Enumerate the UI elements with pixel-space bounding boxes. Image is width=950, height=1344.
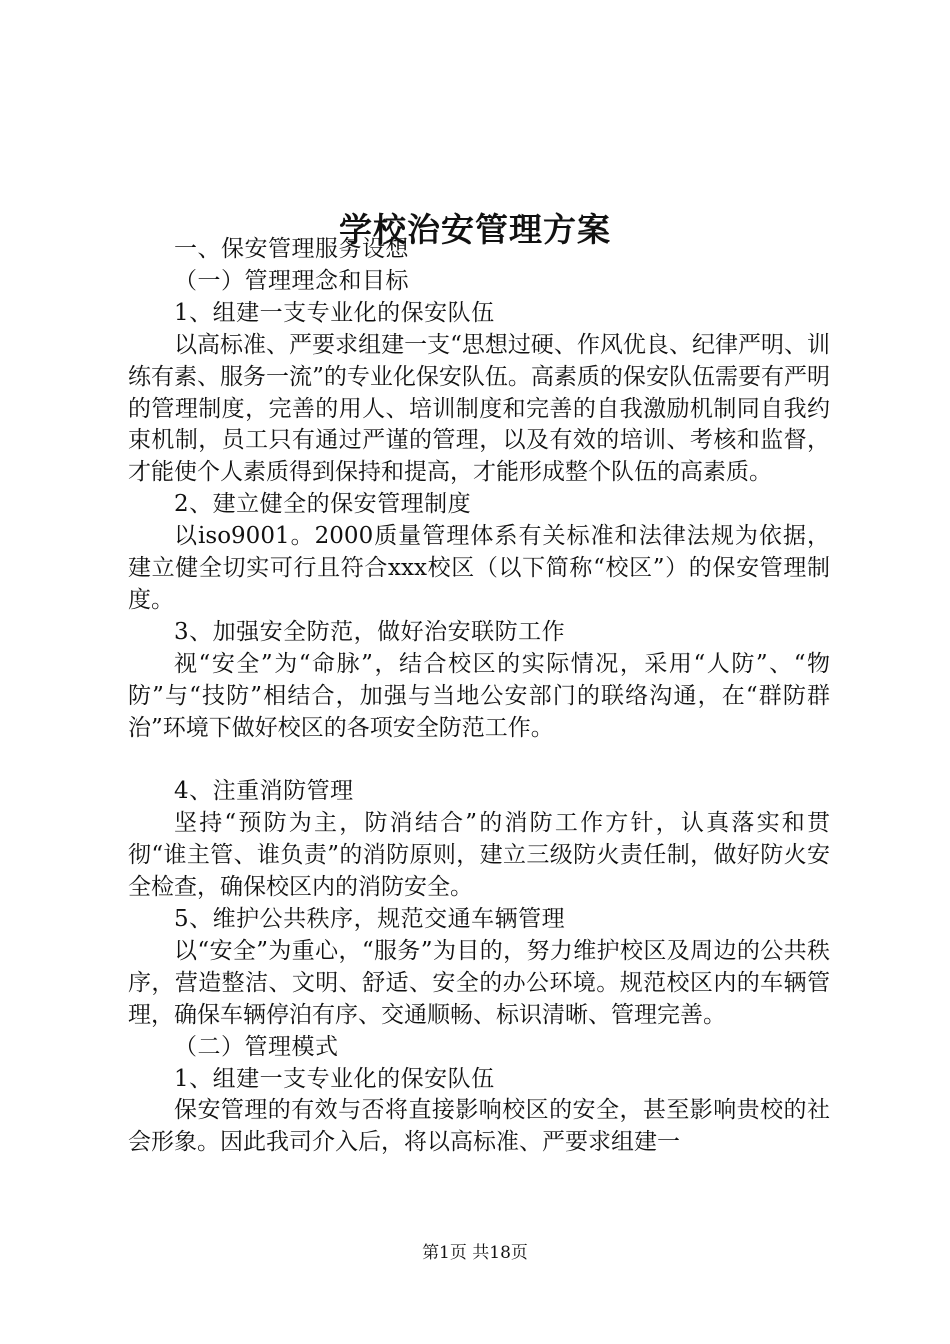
item-heading: 4、注重消防管理 [174, 778, 354, 805]
body-paragraph: 坚持“预防为主，防消结合”的消防工作方针，认真落实和贯彻“谁主管、谁负责”的消防原则，建立三级防火责任制，做好防火安全检查，确保校区内的消防安全。 [128, 810, 830, 901]
body-paragraph: 以iso9001。2000质量管理体系有关标准和法律法规为依据，建立健全切实可行且符合xxx校区（以下简称“校区”）的保安管理制度。 [128, 523, 830, 613]
document-body [128, 234, 830, 1159]
page-footer: 第1页 共18页 [422, 1243, 528, 1263]
item-heading: 1、组建一支专业化的保安队伍 [174, 299, 495, 326]
subsection-heading: （一）管理理念和目标 [174, 267, 409, 294]
body-paragraph: 视“安全”为“命脉”，结合校区的实际情况，采用“人防”、“物防”与“技防”相结合，加强与当地公安部门的联络沟通，在“群防群治”环境下做好校区的各项安全防范工作。 [128, 650, 830, 741]
document-title: 学校治安管理方案 [339, 210, 611, 250]
item-heading: 3、加强安全防范，做好治安联防工作 [174, 618, 566, 645]
item-heading: 5、维护公共秩序，规范交通车辆管理 [174, 906, 566, 933]
body-paragraph: 保安管理的有效与否将直接影响校区的安全，甚至影响贵校的社会形象。因此我司介入后，将以高标准、严要求组建一 [128, 1097, 830, 1156]
item-heading: 1、组建一支专业化的保安队伍 [174, 1065, 495, 1092]
subsection-heading: （二）管理模式 [174, 1033, 339, 1060]
body-paragraph: 以高标准、严要求组建一支“思想过硬、作风优良、纪律严明、训练有素、服务一流”的专业化保安队伍。高素质的保安队伍需要有严明的管理制度，完善的用人、培训制度和完善的自我激励机制同自我约束机制，员工只有通过严谨的管理，以及有效的培训、考核和监督，才能使个人素质得到保持和提高，才能形成整个队伍的高素质。 [128, 331, 830, 486]
item-heading: 2、建立健全的保安管理制度 [174, 491, 472, 518]
section-heading: 一、保安管理服务设想 [174, 236, 409, 262]
body-paragraph: 以“安全”为重心，“服务”为目的，努力维护校区及周边的公共秩序，营造整洁、文明、舒适、安全的办公环境。规范校区内的车辆管理，确保车辆停泊有序、交通顺畅、标识清晰、管理完善。 [128, 937, 830, 1028]
